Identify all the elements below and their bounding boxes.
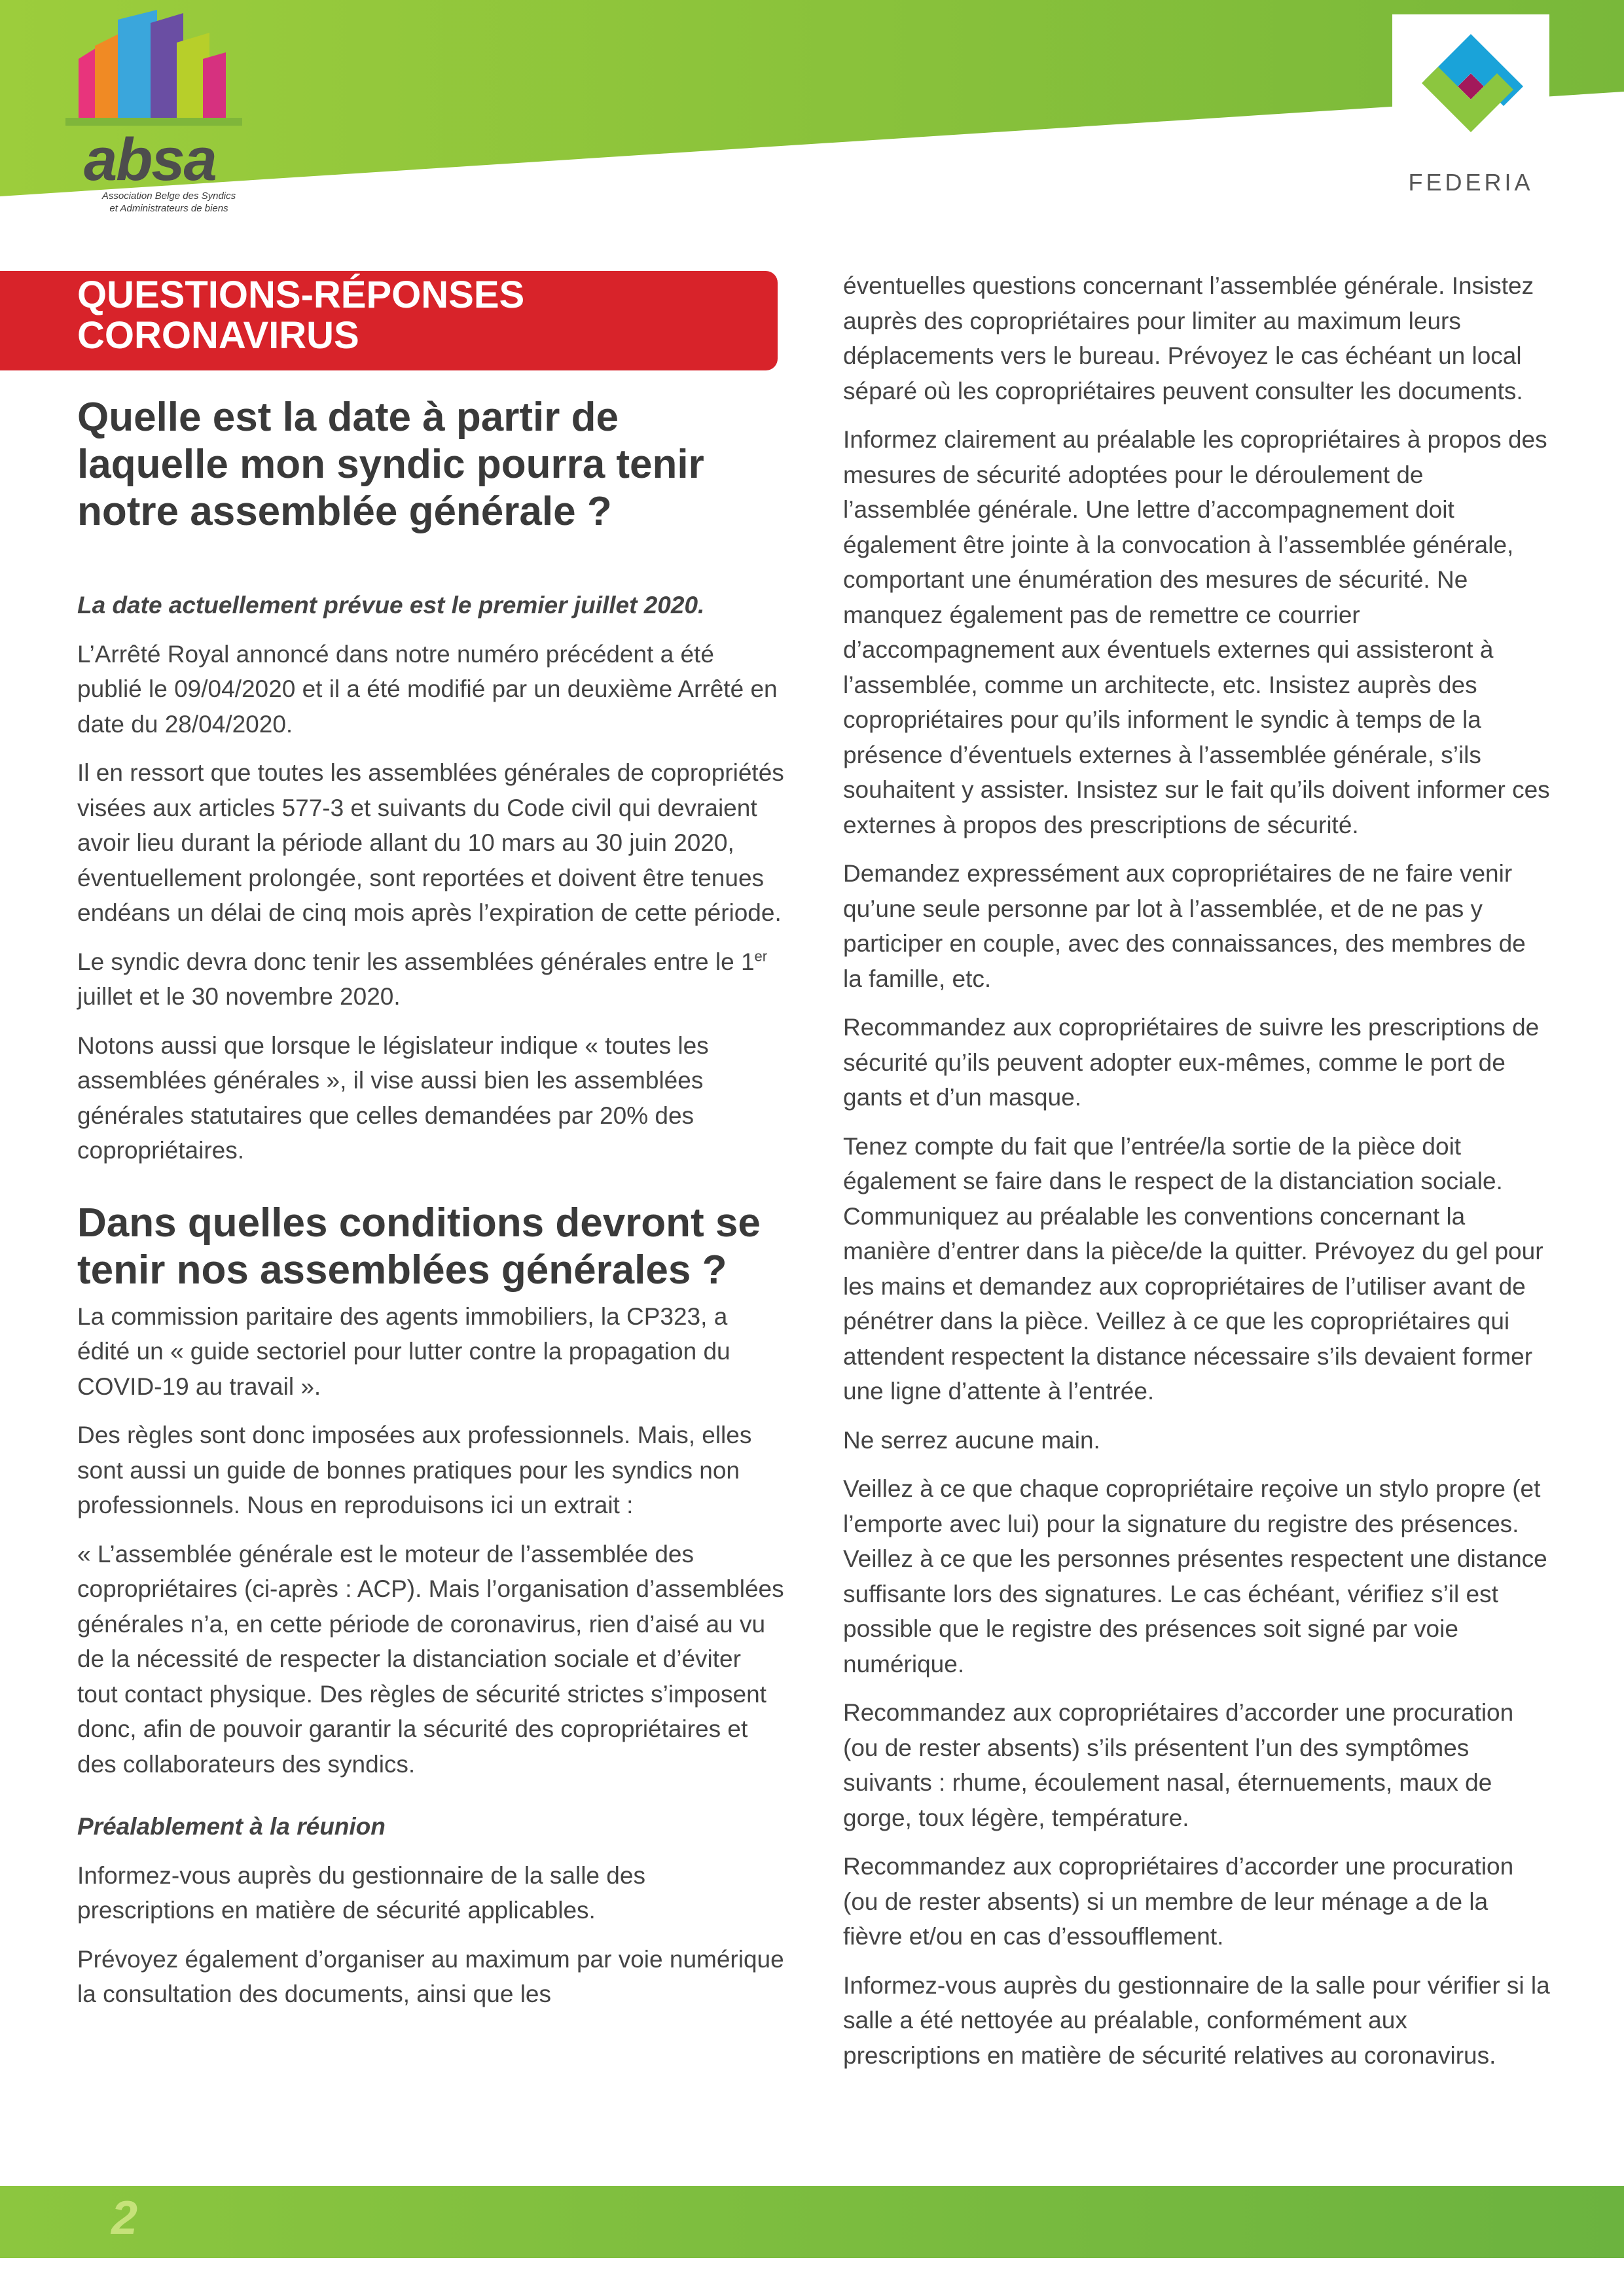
banner-line1: QUESTIONS-RÉPONSES	[77, 274, 525, 316]
left-column	[77, 588, 784, 2026]
answer-2-paragraph: La commission paritaire des agents immobiliers, la CP323, a édité un « guide sectoriel pour lutter contre la propagation du COVID-19 au travail ».	[77, 1302, 731, 1400]
right-paragraph: Informez clairement au préalable les copropriétaires à propos des mesures de sécurité adoptées pour le déroulement de l’assemblée générale. Une lettre d’accompagnement doit également être jointe à la convocation à l’assemblée générale, comportant une énumération des mesures de sécurité. Ne manquez également pas de remettre ce courrier d’accompagnement aux éventuels externes qui assisteront à l’assemblée, comme un architecte, etc. Insistez auprès des copropriétaires pour qu’ils informent le syndic à temps de la présence d’éventuels externes à l’assemblée générale, s’ils souhaitent y assister. Insistez sur le fait qu’ils doivent informer ces externes à propos des prescriptions de sécurité.	[843, 426, 1550, 838]
federia-wordmark: FEDERIA	[1408, 169, 1534, 196]
banner-line2: CORONAVIRUS	[77, 314, 359, 357]
answer-1-paragraph: Notons aussi que lorsque le législateur indique « toutes les assemblées générales », il vise aussi bien les assemblées générales statutaires que celles demandées par 20% des copropriétaires.	[77, 1031, 709, 1164]
right-paragraph: Veillez à ce que chaque copropriétaire reçoive un stylo propre (et l’emporte avec lui) pour la signature du registre des présences. Veillez à ce que les personnes présentes respectent une distance suffisante lors des signatures. Le cas échéant, vérifiez s’il est possible que le registre des présences soit signé par voie numérique.	[843, 1475, 1547, 1677]
question-1-line3: notre assemblée générale ?	[77, 489, 612, 534]
right-paragraph: Demandez expressément aux copropriétaires de ne faire venir qu’une seule personne par lot à l’assemblée, et de ne pas y participer en couple, avec des connaissances, des membres de la famille, etc.	[843, 860, 1526, 992]
question-1-line1: Quelle est la date à partir de	[77, 395, 619, 440]
right-paragraph: Tenez compte du fait que l’entrée/la sortie de la pièce doit également se faire dans le respect de la distanciation sociale. Communiquez au préalable les conventions concernant la manière d’entrer dans la pièce/de la quitter. Prévoyez du gel pour les mains et demandez aux copropriétaires de l’utiliser avant de pénétrer dans la pièce. Veillez à ce que les copropriétaires qui attendent respectent la distance nécessaire s’ils devaient former une ligne d’attente à l’entrée.	[843, 1132, 1543, 1405]
date-range-text: Le syndic devra donc tenir les assemblées générales entre le 1	[77, 948, 755, 975]
question-1-heading	[77, 394, 704, 535]
answer-1-paragraph: L’Arrêté Royal annoncé dans notre numéro précédent a été publié le 09/04/2020 et il a été modifié par un deuxième Arrêté en date du 28/04/2020.	[77, 640, 778, 738]
absa-wordmark: absa	[84, 126, 216, 193]
answer-2-paragraph: Informez-vous auprès du gestionnaire de la salle des prescriptions en matière de sécurité applicables.	[77, 1861, 645, 1924]
right-paragraph: Recommandez aux copropriétaires d’accorder une procuration (ou de rester absents) s’ils présentent l’un des symptômes suivants : rhume, écoulement nasal, éternuements, maux de gorge, toux légère, température.	[843, 1699, 1514, 1831]
banner-title	[77, 275, 524, 356]
federia-diamond-icon	[1392, 14, 1549, 158]
right-column	[843, 268, 1550, 2087]
right-paragraph: Informez-vous auprès du gestionnaire de la salle pour vérifier si la salle a été nettoyée au préalable, conformément aux prescriptions en matière de sécurité relatives au coronavirus.	[843, 1971, 1550, 2069]
right-paragraph: Ne serrez aucune main.	[843, 1426, 1100, 1454]
answer-2-paragraph: Des règles sont donc imposées aux professionnels. Mais, elles sont aussi un guide de bonnes pratiques pour les syndics non professionnels. Nous en reproduisons ici un extrait :	[77, 1422, 752, 1518]
date-range-text-end: juillet et le 30 novembre 2020.	[77, 983, 401, 1010]
right-paragraph: éventuelles questions concernant l’assemblée générale. Insistez auprès des copropriétaires pour limiter au maximum leurs déplacements vers le bureau. Prévoyez le cas échéant un local séparé où les copropriétaires peuvent consulter les documents.	[843, 272, 1534, 404]
absa-subtitle-line1: Association Belge des Syndics	[101, 190, 236, 202]
answer-1-paragraph	[77, 944, 784, 1014]
absa-subtitle	[84, 190, 254, 215]
absa-subtitle-line2: et Administrateurs de biens	[109, 203, 228, 214]
page-number: 2	[111, 2192, 138, 2244]
right-paragraph: Recommandez aux copropriétaires d’accorder une procuration (ou de rester absents) si un membre de leur ménage a de la fièvre et/ou en cas d’essoufflement.	[843, 1853, 1514, 1950]
answer-2-paragraph: « L’assemblée générale est le moteur de l’assemblée des copropriétaires (ci-après : ACP). Mais l’organisation d’assemblées générales n’a, en cette période de coronavirus, rien d’aisé au vu de la nécessité de respecter la distanciation sociale et d’éviter tout contact physique. Des règles de sécurité strictes s’imposent donc, afin de pouvoir garantir la sécurité des copropriétaires et des collaborateurs des syndics.	[77, 1540, 784, 1778]
question-2-line2: tenir nos assemblées générales ?	[77, 1247, 727, 1293]
ordinal-superscript: er	[754, 948, 768, 965]
footer-band	[0, 2186, 1624, 2258]
question-2-line1: Dans quelles conditions devront se	[77, 1200, 761, 1246]
answer-2-paragraph: Prévoyez également d’organiser au maximum par voie numérique la consultation des documents, ainsi que les	[77, 1945, 784, 2007]
question-2-heading	[77, 1200, 784, 1294]
answer-1-lead: La date actuellement prévue est le premier juillet 2020.	[77, 592, 705, 619]
question-1-line2: laquelle mon syndic pourra tenir	[77, 442, 704, 487]
right-paragraph: Recommandez aux copropriétaires de suivre les prescriptions de sécurité qu’ils peuvent adopter eux-mêmes, comme le port de gants et d’un masque.	[843, 1014, 1540, 1111]
subheading-before-meeting: Préalablement à la réunion	[77, 1813, 386, 1840]
federia-logo	[1392, 14, 1549, 204]
answer-1-paragraph: Il en ressort que toutes les assemblées générales de copropriétés visées aux articles 577-3 et suivants du Code civil qui devraient avoir lieu durant la période allant du 10 mars au 30 juin 2020, éventuellement prolongée, sont reportées et doivent être tenues endéans un délai de cinq mois après l’expiration de cette période.	[77, 759, 784, 926]
